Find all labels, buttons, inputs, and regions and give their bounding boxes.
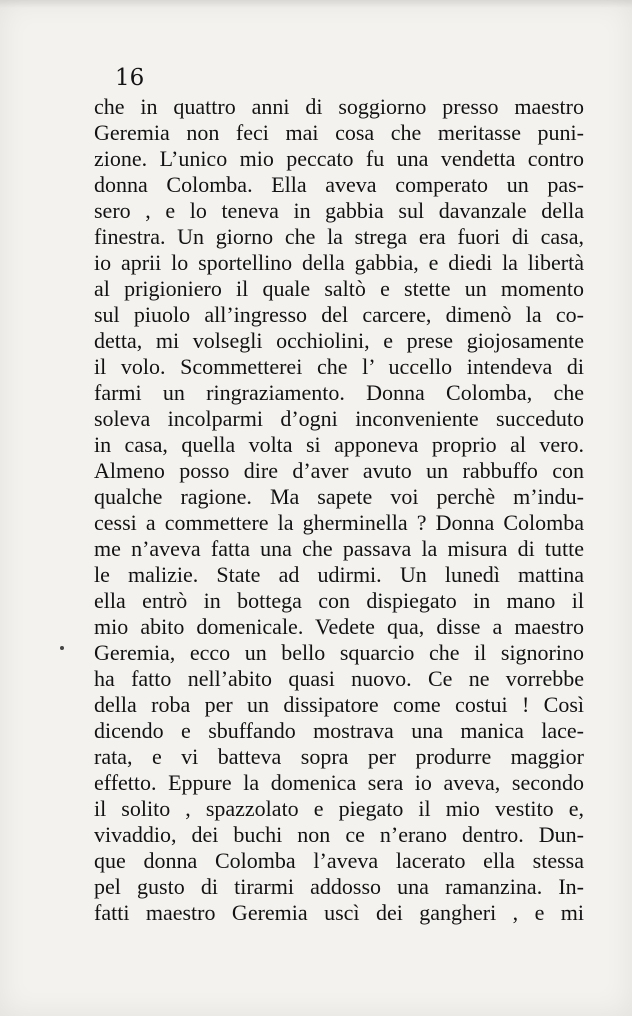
text-line: que donna Colomba l’aveva lacerato ella stessa: [94, 848, 584, 873]
text-line: farmi un ringraziamento. Donna Colomba, che: [94, 380, 584, 405]
text-line: il solito , spazzolato e piegato il mio vestito e,: [94, 796, 584, 821]
text-line: in casa, quella volta si apponeva proprio al vero.: [94, 432, 584, 457]
text-line: il volo. Scommetterei che l’ uccello intendeva di: [94, 354, 584, 379]
text-line: zione. L’unico mio peccato fu una vendetta contro: [94, 146, 584, 171]
text-line: detta, mi volsegli occhiolini, e prese giojosamente: [94, 328, 584, 353]
text-line: mio abito domenicale. Vedete qua, disse a maestro: [94, 614, 584, 639]
text-line: sero , e lo teneva in gabbia sul davanzale della: [94, 198, 584, 223]
text-line: Geremia non feci mai cosa che meritasse puni-: [94, 120, 584, 145]
page-number: 16: [115, 65, 145, 91]
text-line: pel gusto di tirarmi addosso una ramanzina. In-: [94, 874, 584, 899]
text-line: rata, e vi batteva sopra per produrre maggior: [94, 744, 584, 769]
margin-mark: [60, 646, 64, 650]
text-line: qualche ragione. Ma sapete voi perchè m’indu-: [94, 484, 584, 509]
text-line: Geremia, ecco un bello squarcio che il signorino: [94, 640, 584, 665]
text-line: al prigioniero il quale saltò e stette un momento: [94, 276, 584, 301]
text-line: vivaddio, dei buchi non ce n’erano dentro. Dun-: [94, 822, 584, 847]
text-line: che in quattro anni di soggiorno presso maestro: [94, 94, 584, 119]
text-line: finestra. Un giorno che la strega era fuori di casa,: [94, 224, 584, 249]
text-line: me n’aveva fatta una che passava la misura di tutte: [94, 536, 584, 561]
text-line: io aprii lo sportellino della gabbia, e diedi la libertà: [94, 250, 584, 275]
text-line: della roba per un dissipatore come costui ! Così: [94, 692, 584, 717]
page-text: [94, 94, 584, 926]
text-line: dicendo e sbuffando mostrava una manica lace-: [94, 718, 584, 743]
text-line: ella entrò in bottega con dispiegato in mano il: [94, 588, 584, 613]
text-line: sul piuolo all’ingresso del carcere, dimenò la co-: [94, 302, 584, 327]
text-line: fatti maestro Geremia uscì dei gangheri , e mi: [94, 900, 584, 925]
text-line: donna Colomba. Ella aveva comperato un pas-: [94, 172, 584, 197]
text-line: le malizie. State ad udirmi. Un lunedì mattina: [94, 562, 584, 587]
text-line: soleva incolparmi d’ogni inconveniente succeduto: [94, 406, 584, 431]
page-top-edge: [0, 0, 632, 8]
text-line: effetto. Eppure la domenica sera io aveva, secondo: [94, 770, 584, 795]
text-line: Almeno posso dire d’aver avuto un rabbuffo con: [94, 458, 584, 483]
text-line: ha fatto nell’abito quasi nuovo. Ce ne vorrebbe: [94, 666, 584, 691]
text-line: cessi a commettere la gherminella ? Donna Colomba: [94, 510, 584, 535]
